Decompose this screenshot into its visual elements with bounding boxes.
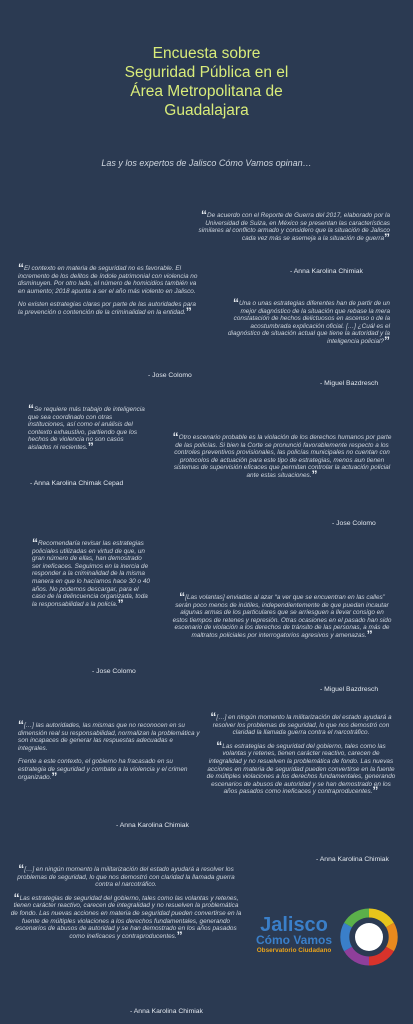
open-quote-icon: “ — [28, 402, 34, 416]
quote-block — [190, 208, 390, 245]
quote-block — [172, 430, 392, 482]
logo-line-3: Observatorio Ciudadano — [256, 947, 332, 954]
title-line: Seguridad Pública en el — [124, 64, 289, 81]
quote-author: - Anna Karolina Chimiak — [130, 1008, 203, 1015]
close-quote-icon: ” — [311, 467, 318, 482]
quote-author: - Miguel Bazdresch — [320, 380, 379, 387]
open-quote-icon: “ — [179, 590, 186, 604]
quote-text: Otro escenario probable es la violación de los derechos humanos por parte de las policías. Si bien la Corte se pronunció favorablemente respecto a los controles preventivos provisionales, las policías municipales no cuentan con protocolos de actuación para este tipo de estrategias, menos aun tienen sistemas de supervisión eficaces que permitan controlar la actuación policial ante estas situaciones. — [173, 434, 392, 479]
close-quote-icon: ” — [87, 439, 94, 454]
open-quote-icon: “ — [18, 718, 24, 732]
quote-author: - Miguel Bazdresch — [320, 686, 379, 693]
quote-author: - Anna Karolina Chimak Cepad — [30, 480, 124, 487]
open-quote-icon: “ — [201, 208, 208, 222]
quote-author: - Anna Karolina Chimiak — [116, 822, 189, 829]
logo — [244, 916, 344, 955]
close-quote-icon: ” — [384, 333, 390, 348]
close-quote-icon: ” — [176, 928, 183, 943]
title-line: Encuesta sobre — [152, 45, 261, 62]
open-quote-icon: “ — [216, 738, 223, 753]
close-quote-icon: ” — [366, 627, 373, 642]
close-quote-icon: ” — [185, 304, 192, 319]
logo-line-2: Cómo Vamos — [255, 933, 333, 947]
close-quote-icon: ” — [117, 596, 124, 611]
logo-line-1: Jalisco — [260, 914, 328, 936]
quote-text: No existen estrategias claras por parte de las autoridades para la prevención o contención de la criminalidad en la entidad. — [18, 301, 196, 316]
logo-ring-icon — [338, 906, 400, 968]
quote-text: Las estrategias de seguridad del gobierno, tales como las volantas y retenes, tienen carácter reactivo, carecen de integralidad y no resuelven la problemática de fondo. Las nuevas acciones en materia de seguridad pueden convertirse en la fuente de múltiples violaciones a los derechos fundamentales, generando escenarios de abusos de autoridad y se han demostrado en los años pasados como ineficaces y contraproducentes. — [206, 742, 396, 796]
title-line: Guadalajara — [164, 102, 249, 119]
quote-author: - Jose Colomo — [332, 520, 376, 527]
quote-block — [32, 536, 150, 611]
quote-author: - Jose Colomo — [148, 372, 192, 379]
quote-block — [172, 590, 392, 642]
quote-author: - Jose Colomo — [92, 668, 136, 675]
quote-text: […] en ningún momento la militarización del estado ayudará a resolver los problemas de seguridad, lo que nos demostró con claridad la llamada guerra contra el narcotráfico. — [212, 714, 392, 737]
quote-block — [18, 261, 198, 323]
title-line: Área Metropolitana de — [130, 83, 283, 100]
quote-block — [206, 710, 396, 802]
open-quote-icon: “ — [210, 710, 217, 724]
quote-block — [18, 718, 200, 787]
quote-text: […] las autoridades, las mismas que no reconocen en su dimensión real su responsabilidad, normalizan la problemática y son incapaces de generar las respuestas adecuadas e integrales. — [18, 722, 200, 752]
close-quote-icon: ” — [372, 784, 379, 799]
quote-text: Frente a este contexto, el gobierno ha fracasado en su estrategia de seguridad y combate a la violencia y el crimen organizado. — [18, 758, 188, 781]
open-quote-icon: “ — [32, 536, 38, 550]
quote-text: Las estrategias de seguridad del gobierno, tales como las volantas y retenes, tienen carácter reactivo, carecen de integralidad y no resuelven la problemática de fondo. Las nuevas acciones en materia de seguridad pueden convertirse en la fuente de múltiples violaciones a los derechos fundamentales, generando escenarios de abusos de autoridad y se han demostrado en los años pasados como ineficaces y contraproducentes. — [10, 894, 242, 940]
quote-text: El contexto en materia de seguridad no es favorable. El incremento de los delitos de índole patrimonial con violencia no disminuyen. Por otro lado, el número de homicidios también va en aumento; 2018 apunta a ser el año más violento en Jalisco. — [18, 265, 198, 295]
close-quote-icon: ” — [384, 230, 390, 245]
open-quote-icon: “ — [13, 890, 20, 905]
quote-text: Se requiere más trabajo de inteligencia que sea coordinado con otras instituciones, así como el análisis del contexto exhaustivo, partiendo que los hechos de violencia no son casos aislados ni recientes. — [28, 406, 145, 451]
quote-block — [10, 862, 242, 946]
quote-text: […] en ningún momento la militarización del estado ayudará a resolver los problemas de seguridad, lo que nos demostró con claridad la llamada guerra contra el narcotráfico. — [17, 866, 235, 889]
quote-author: - Anna Karolina Chimiak — [316, 856, 389, 863]
page-subtitle: Las y los expertos de Jalisco Cómo Vamos opinan… — [101, 158, 312, 168]
page-title — [0, 44, 413, 120]
open-quote-icon: “ — [172, 430, 179, 444]
quote-text: Recomendaría revisar las estrategias policiales utilizadas en virtud de que, un gran número de ellas, han demostrado ser ineficaces. Seguimos en la inercia de responder a la criminalidad de la misma manera en que lo hacíamos hace 30 o 40 años. No podemos descargar, para el caso de la delincuencia organizada, toda la responsabilidad a la policía. — [32, 540, 150, 608]
quote-block — [222, 296, 390, 348]
quote-author: - Anna Karolina Chimiak — [290, 268, 363, 275]
quote-text: De acuerdo con el Reporte de Guerra del 2017, elaborado por la Universidad de Suiza, en México se presentan las características similares al conflicto armado y considero que la situación de Jalisco cada vez más se asemeja a la situación de guerra — [198, 212, 390, 242]
quote-text: Una o unas estrategias diferentes han de partir de un mejor diagnóstico de la situación que rebase la mera constatación de hechos delictuosos en ascenso o de la acostumbrada explicación oficial. […] ¿Cuál es el diagnóstico de situación actual que tiene la autoridad y la inteligencia policial? — [227, 300, 390, 345]
open-quote-icon: “ — [18, 261, 24, 275]
quote-block — [28, 402, 148, 454]
open-quote-icon: “ — [233, 296, 239, 310]
open-quote-icon: “ — [18, 862, 25, 876]
quote-text: [Las volantas] enviadas al azar “a ver que se encuentran en las calles” serán poco menos de inútiles, independientemente de que puedan incautar algunas armas de los particulares que se arriesguen a llevar consigo en estos tiempos de retenes y represión. Otras ocasiones en el pasado han sido escenario de violación a los derechos de tránsito de las personas, a más de maltratos policiales por interrogatorios agresivos y amenazas. — [172, 594, 392, 639]
close-quote-icon: ” — [51, 769, 58, 784]
